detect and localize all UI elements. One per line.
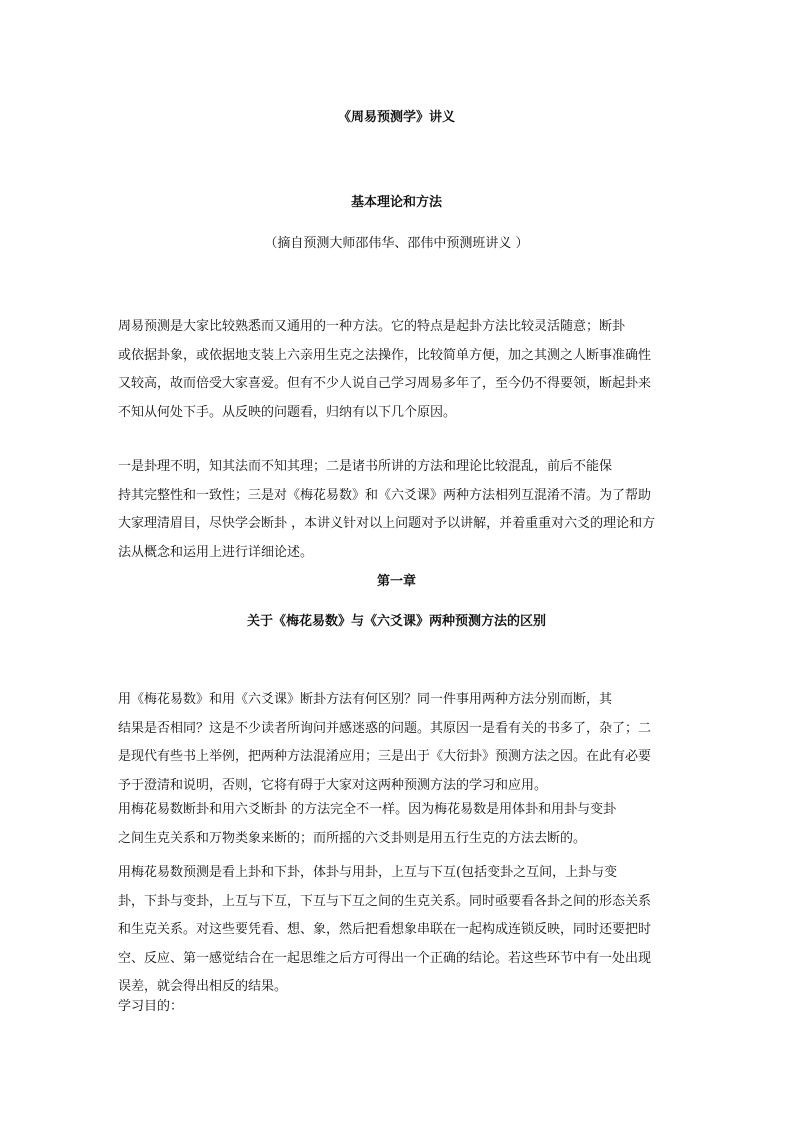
text-line: 不知从何处下手。从反映的问题看，归纳有以下几个原因。 bbox=[118, 404, 457, 420]
intro-paragraph-1 bbox=[118, 313, 678, 427]
intro-paragraph-2 bbox=[118, 453, 678, 567]
text-line: 空、反应、第一感觉结合在一起思维之后方可得出一个正确的结论。若这些环节中有一处出现 bbox=[118, 950, 652, 966]
text-line: 用梅花易数断卦和用六爻断卦 的方法完全不一样。因为梅花易数是用体卦和用卦与变卦 bbox=[118, 802, 617, 817]
text-line: 误差，就会得出相反的结果。 bbox=[118, 979, 288, 994]
text-line: 用《梅花易数》和用《六爻课》断卦方法有何区别？同一件事用两种方法分别而断，其 bbox=[118, 692, 613, 707]
chapter-paragraph-4 bbox=[118, 993, 678, 1022]
text-line: 之间生克关系和万物类象来断的；而所摇的六爻卦则是用五行生克的方法去断的。 bbox=[118, 830, 587, 846]
text-line: 一是卦理不明，知其法而不知其理；二是诸书所讲的方法和理论比较混乱，前后不能保 bbox=[118, 459, 613, 474]
chapter-paragraph-3 bbox=[118, 859, 678, 1002]
chapter-label: 第一章 bbox=[376, 574, 416, 589]
text-line: 持其完整性和一致性；三是对《梅花易数》和《六爻课》两种方法相列互混淆不清。为了帮助 bbox=[118, 487, 652, 503]
chapter-paragraph-1 bbox=[118, 686, 678, 800]
text-line: 学习目的： bbox=[118, 999, 184, 1014]
text-line: 和生克关系。对这些要凭看、想、象，然后把看想象串联在一起构成连锁反映，同时还要把时 bbox=[118, 922, 652, 937]
text-line: 结果是否相同？这是不少读者所询问并感迷惑的问题。其原因一是看有关的书多了，杂了；二 bbox=[118, 720, 652, 736]
text-line: 或依据卦象，或依据地支装上六亲用生克之法操作，比较简单方便，加之其测之人断事准确性 bbox=[118, 347, 652, 363]
text-line: 法从概念和运用上进行详细论述。 bbox=[118, 544, 314, 560]
text-line: 又较高，故而倍受大家喜爱。但有不少人说自己学习周易多年了，至今仍不得要领，断起卦来 bbox=[118, 376, 652, 391]
text-line: 卦，下卦与变卦，上互与下互，下互与下互之间的生克关系。同时亟要看各卦之间的形态关系 bbox=[118, 893, 652, 909]
text-line: 用梅花易数预测是看上卦和下卦，体卦与用卦，上互与下互(包括变卦之互间，上卦与变 bbox=[118, 865, 618, 880]
chapter-paragraph-2 bbox=[118, 796, 678, 853]
text-line: 是现代有些书上举例，把两种方法混淆应用；三是出于《大衍卦》预测方法之因。在此有必要 bbox=[118, 749, 652, 764]
text-line: 周易预测是大家比较熟悉而又通用的一种方法。它的特点是起卦方法比较灵活随意；断卦 bbox=[118, 319, 626, 334]
text-line: 大家理清眉目，尽快学会断卦 ，本讲义针对以上问题对予以讲解，并着重重对六爻的理论和方 bbox=[118, 516, 656, 531]
section-title: 基本理论和方法 bbox=[350, 195, 442, 210]
doc-title: 《周易预测学》讲义 bbox=[337, 110, 455, 125]
text-line: 予于澄清和说明，否则，它将有碍于大家对这两种预测方法的学习和应用。 bbox=[118, 777, 548, 793]
chapter-title: 关于《梅花易数》与《六爻课》两种预测方法的区别 bbox=[246, 614, 546, 629]
subtitle: （摘自预测大师邵伟华、邵伟中预测班讲义 ） bbox=[264, 236, 529, 251]
